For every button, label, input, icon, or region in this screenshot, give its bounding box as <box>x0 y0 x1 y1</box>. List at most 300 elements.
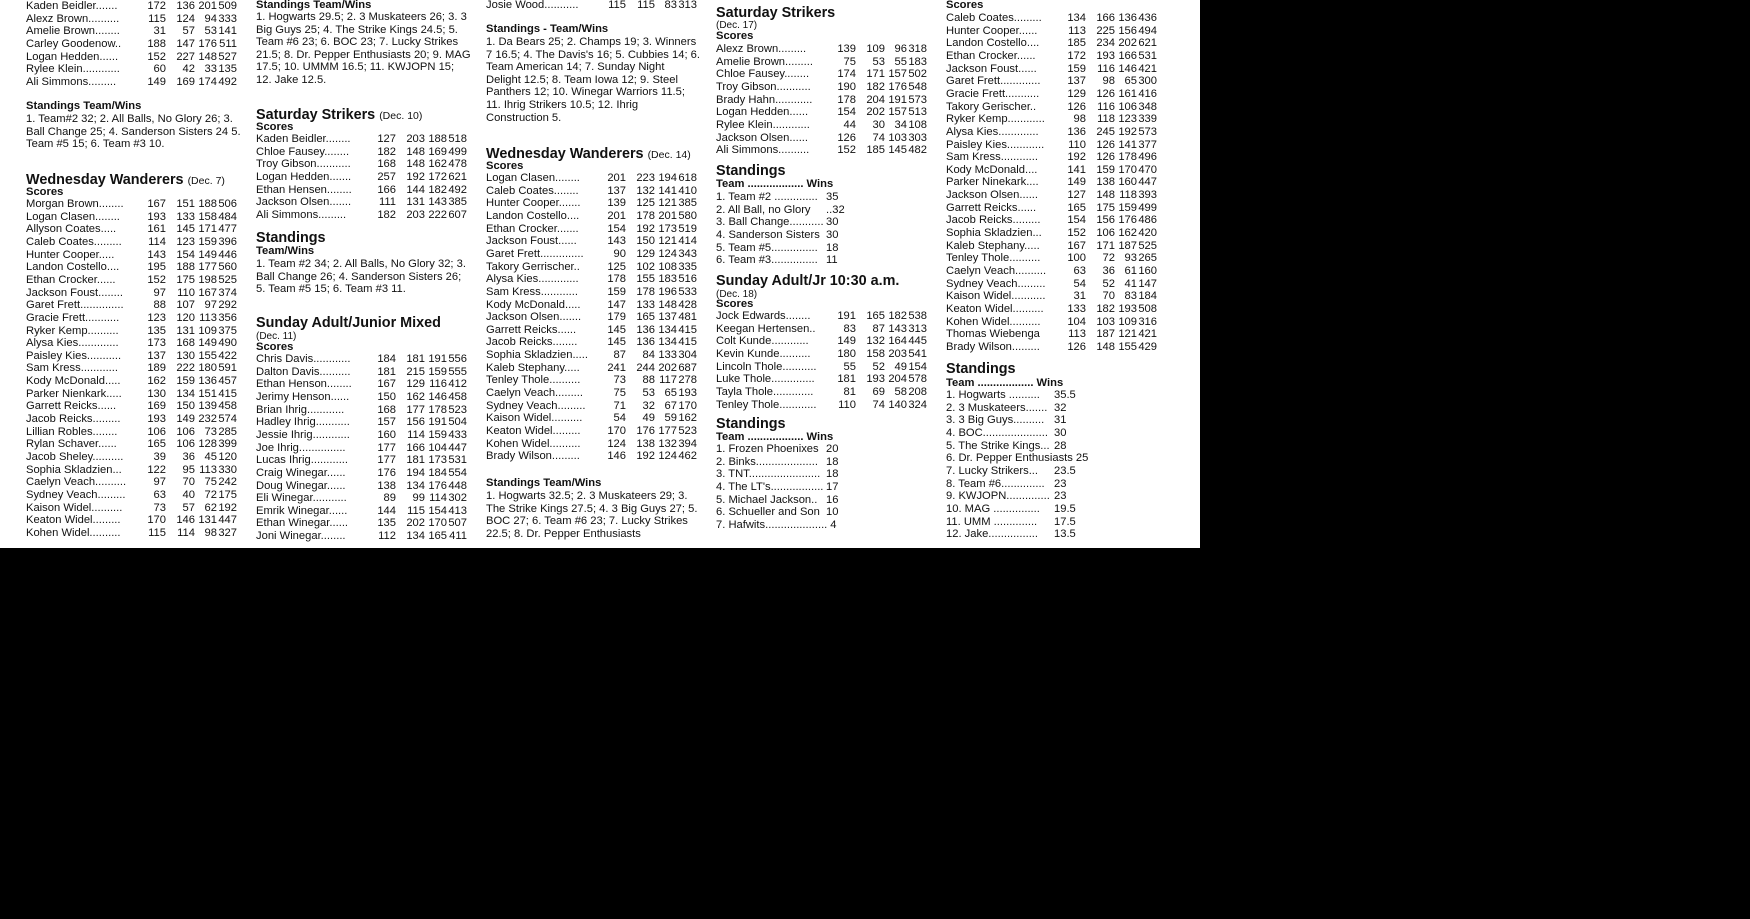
score-row <box>486 172 701 184</box>
score-row <box>716 43 931 55</box>
bowler-name: Brady Wilson......... <box>946 340 1040 353</box>
team-wins: 18 <box>826 241 839 254</box>
game-score: 159 <box>1067 62 1086 75</box>
game-score: 178 <box>1118 151 1137 164</box>
game-score: 157 <box>888 68 907 81</box>
bowler-name: Garet Frett.............. <box>486 247 584 260</box>
series-total: 470 <box>1138 163 1157 176</box>
bowler-name: Caleb Coates........ <box>486 184 579 197</box>
game-score: 201 <box>607 209 626 222</box>
team-wins: 11 <box>826 254 838 267</box>
standings-row <box>946 503 1161 515</box>
game-score: 123 <box>176 235 195 248</box>
series-total: 531 <box>1138 49 1157 62</box>
score-row <box>26 38 241 50</box>
game-score: 143 <box>607 235 626 248</box>
team-wins: 35 <box>826 191 839 203</box>
standings-row <box>716 443 931 455</box>
game-score: 180 <box>837 347 856 360</box>
game-score: 149 <box>198 248 217 261</box>
section-title-sunday-adult-jr: Sunday Adult/Jr 10:30 a.m. <box>716 273 900 289</box>
game-score: 118 <box>1097 113 1115 126</box>
series-total: 621 <box>1138 37 1157 50</box>
game-score: 222 <box>428 208 447 221</box>
bowler-name: Landon Costello.... <box>26 261 120 274</box>
bowler-name: Jerimy Henson...... <box>256 390 350 403</box>
game-score: 146 <box>607 450 626 463</box>
series-total: 445 <box>908 335 927 348</box>
bowler-name: Gracie Frett........... <box>26 311 120 324</box>
game-score: 132 <box>658 437 677 450</box>
score-row <box>946 88 1161 100</box>
game-score: 67 <box>664 399 677 412</box>
game-score: 31 <box>153 25 166 38</box>
series-total: 396 <box>218 235 237 248</box>
game-score: 170 <box>607 425 626 437</box>
game-score: 182 <box>1096 302 1115 315</box>
game-score: 109 <box>198 324 217 337</box>
game-score: 245 <box>1096 125 1115 138</box>
series-total: 428 <box>678 298 697 311</box>
scores-label: Scores <box>26 186 64 198</box>
series-total: 184 <box>1138 290 1157 303</box>
bowler-name: Chloe Fausey........ <box>716 68 810 81</box>
score-row <box>486 286 701 298</box>
game-score: 108 <box>658 260 677 273</box>
series-total: 477 <box>218 223 237 236</box>
standings-row <box>946 465 1161 477</box>
game-score: 134 <box>406 479 425 492</box>
score-row <box>716 310 931 322</box>
score-row <box>486 197 701 209</box>
game-score: 114 <box>407 428 425 441</box>
score-row <box>486 248 701 260</box>
series-total: 300 <box>1138 75 1157 88</box>
team-name: 4. BOC..................... <box>946 426 1048 439</box>
game-score: 65 <box>664 387 677 400</box>
game-score: 136 <box>636 323 655 336</box>
team-wins: 25 <box>1075 452 1089 465</box>
series-total: 516 <box>678 273 697 286</box>
game-score: 187 <box>1096 328 1115 341</box>
bowler-name: Colt Kunde............ <box>716 335 809 348</box>
bowler-name: Sam Kress............ <box>946 151 1039 164</box>
standings-row <box>946 528 1161 540</box>
game-score: 150 <box>176 400 195 413</box>
score-row <box>486 324 701 336</box>
series-total: 555 <box>448 365 467 378</box>
series-total: 327 <box>218 526 237 539</box>
bowler-name: Hunter Cooper....... <box>486 197 581 210</box>
game-score: 130 <box>147 387 166 400</box>
series-total: 492 <box>448 183 467 196</box>
series-total: 447 <box>1138 176 1157 189</box>
bowler-name: Caelyn Veach......... <box>486 387 584 400</box>
game-score: 60 <box>153 63 166 76</box>
series-total: 411 <box>449 530 467 543</box>
series-total: 591 <box>218 362 237 375</box>
series-total: 519 <box>678 222 697 235</box>
score-row <box>26 249 241 261</box>
game-score: 110 <box>177 286 195 299</box>
game-score: 73 <box>153 501 166 514</box>
game-score: 241 <box>607 361 626 374</box>
series-total: 415 <box>678 323 697 336</box>
score-row <box>26 198 241 210</box>
team-wins: 35.5 <box>1054 389 1076 401</box>
game-score: 134 <box>176 387 195 400</box>
bowler-name: Chloe Fausey........ <box>256 145 350 158</box>
game-score: 148 <box>198 50 217 63</box>
bowler-name: Garrett Reicks...... <box>946 201 1037 214</box>
game-score: 49 <box>642 412 655 425</box>
game-score: 138 <box>1096 176 1115 189</box>
game-score: 53 <box>872 55 885 68</box>
game-score: 178 <box>636 209 655 222</box>
series-total: 324 <box>908 398 927 411</box>
game-score: 112 <box>378 530 396 543</box>
series-total: 120 <box>218 451 237 463</box>
bowler-name: Lillian Robles........ <box>26 425 118 438</box>
game-score: 193 <box>147 413 166 426</box>
score-row <box>946 303 1161 315</box>
game-score: 136 <box>1067 125 1086 138</box>
score-row <box>946 202 1161 214</box>
game-score: 106 <box>176 425 195 438</box>
game-score: 147 <box>176 37 195 50</box>
score-row <box>256 404 471 416</box>
game-score: 171 <box>1096 239 1115 252</box>
standings-row <box>716 456 931 468</box>
score-row <box>486 374 701 386</box>
bowler-name: Keegan Hertensen.. <box>716 322 816 335</box>
game-score: 104 <box>428 441 447 454</box>
bowler-name: Hadley Ihrig........... <box>256 416 350 429</box>
team-name: 11. UMM .............. <box>946 515 1038 528</box>
bowler-name: Kaison Widel.......... <box>486 412 583 425</box>
game-score: 40 <box>182 488 195 501</box>
game-score: 94 <box>204 12 217 25</box>
team-wins: 28 <box>1054 439 1067 452</box>
score-row <box>256 158 471 170</box>
series-total: 375 <box>218 324 237 337</box>
score-row <box>256 196 471 208</box>
series-total: 421 <box>1138 328 1157 341</box>
game-score: 172 <box>428 170 447 183</box>
score-row <box>946 189 1161 201</box>
series-total: 414 <box>678 235 697 248</box>
standings-row <box>946 478 1161 490</box>
bowler-name: Sydney Veach......... <box>946 277 1046 290</box>
game-score: 133 <box>658 349 677 362</box>
score-row <box>256 442 471 454</box>
game-score: 146 <box>428 390 447 403</box>
bowler-name: Logan Hedden...... <box>26 50 119 63</box>
game-score: 201 <box>607 172 626 184</box>
game-score: 69 <box>872 385 885 398</box>
date-label: (Dec. 11) <box>256 331 297 342</box>
team-name: 6. Schueller and Son <box>716 506 820 519</box>
game-score: 182 <box>866 80 885 93</box>
game-score: 139 <box>198 400 217 413</box>
score-row <box>946 290 1161 302</box>
game-score: 89 <box>383 492 396 505</box>
team-name: 2. Binks.................... <box>716 455 818 468</box>
game-score: 65 <box>1124 75 1137 88</box>
series-total: 506 <box>218 198 237 210</box>
game-score: 141 <box>1118 138 1137 151</box>
bowler-name: Sophia Skladzien... <box>26 463 122 476</box>
game-score: 166 <box>1096 12 1115 24</box>
section-title-wednesday-wanderers: Wednesday Wanderers (Dec. 7) <box>26 172 225 188</box>
score-row <box>486 185 701 197</box>
game-score: 55 <box>894 55 907 68</box>
score-row <box>486 210 701 222</box>
score-row <box>26 350 241 362</box>
game-score: 45 <box>204 451 217 463</box>
game-score: 129 <box>636 247 655 260</box>
bowler-name: Caleb Coates......... <box>946 12 1042 24</box>
game-score: 150 <box>377 390 396 403</box>
game-score: 244 <box>636 361 655 374</box>
score-row <box>26 438 241 450</box>
team-wins: 31 <box>1054 414 1067 427</box>
score-row <box>486 349 701 361</box>
game-score: 133 <box>636 298 655 311</box>
score-row <box>26 51 241 63</box>
game-score: 175 <box>1096 201 1115 214</box>
series-total: 399 <box>218 438 237 451</box>
game-score: 180 <box>198 362 217 375</box>
game-score: 97 <box>204 299 217 312</box>
game-score: 150 <box>636 235 655 248</box>
game-score: 149 <box>837 335 856 348</box>
bowler-name: Caelyn Veach.......... <box>26 476 127 489</box>
bowler-name: Takory Gerischer.. <box>946 100 1037 113</box>
game-score: 118 <box>1119 189 1137 202</box>
team-wins: 4 <box>830 518 837 531</box>
game-score: 57 <box>182 25 195 38</box>
game-score: 158 <box>198 210 217 223</box>
game-score: 167 <box>198 286 217 299</box>
score-row <box>716 323 931 335</box>
game-score: 117 <box>659 374 677 387</box>
score-row <box>26 337 241 349</box>
game-score: 75 <box>843 55 856 68</box>
bowler-name: Carley Goodenow.. <box>26 37 122 50</box>
game-score: 96 <box>894 43 907 55</box>
score-row <box>26 236 241 248</box>
score-row <box>946 227 1161 239</box>
standings-row <box>716 506 931 518</box>
bowler-name: Gracie Frett........... <box>946 87 1040 100</box>
series-total: 292 <box>218 299 237 312</box>
game-score: 202 <box>1118 37 1137 50</box>
game-score: 115 <box>608 0 626 11</box>
game-score: 192 <box>1118 125 1137 138</box>
game-score: 165 <box>866 310 885 322</box>
game-score: 134 <box>658 336 677 349</box>
bowler-name: Kody McDonald.... <box>946 163 1038 176</box>
bowler-name: Jackson Foust...... <box>946 62 1037 75</box>
game-score: 88 <box>642 374 655 387</box>
game-score: 184 <box>428 466 447 479</box>
team-wins: 20 <box>826 443 839 455</box>
team-wins: 30 <box>826 216 839 229</box>
game-score: 176 <box>1118 214 1137 227</box>
bowler-name: Kaleb Stephany..... <box>486 361 580 374</box>
bowler-name: Morgan Brown........ <box>26 198 124 210</box>
game-score: 156 <box>1096 214 1115 227</box>
game-score: 161 <box>1118 87 1137 100</box>
team-name: 8. Team #6.............. <box>946 477 1045 490</box>
game-score: 187 <box>1118 239 1137 252</box>
game-score: 223 <box>636 172 655 184</box>
game-score: 116 <box>429 378 447 391</box>
series-total: 511 <box>219 37 237 50</box>
game-score: 116 <box>1097 100 1115 113</box>
team-name: 3. TNT....................... <box>716 468 821 481</box>
series-total: 192 <box>218 501 237 514</box>
series-total: 504 <box>448 416 467 429</box>
bowler-name: Kaden Beidler....... <box>26 0 118 12</box>
bowler-name: Ethan Hensen........ <box>256 183 352 196</box>
bowler-name: Brady Wilson......... <box>486 450 580 463</box>
game-score: 181 <box>406 454 425 467</box>
bowler-name: Allyson Coates..... <box>26 223 117 236</box>
game-score: 182 <box>377 145 396 158</box>
game-score: 192 <box>1067 151 1086 164</box>
standings-row <box>946 389 1161 401</box>
game-score: 148 <box>1096 340 1115 353</box>
bowler-name: Alexz Brown.......... <box>26 12 120 25</box>
scores-label: Scores <box>256 341 294 353</box>
team-wins: 23 <box>1054 490 1067 503</box>
game-score: 170 <box>1118 163 1137 176</box>
game-score: 152 <box>147 50 166 63</box>
score-row <box>256 429 471 441</box>
series-total: 457 <box>218 375 237 388</box>
game-score: 143 <box>147 248 166 261</box>
game-score: 181 <box>377 365 396 378</box>
score-row <box>946 126 1161 138</box>
game-score: 191 <box>837 310 856 322</box>
game-score: 126 <box>1067 100 1086 113</box>
game-score: 114 <box>429 492 447 505</box>
bowler-name: Kohen Widel.......... <box>26 526 121 539</box>
game-score: 174 <box>198 75 217 88</box>
series-total: 436 <box>1138 12 1157 24</box>
game-score: 176 <box>636 425 655 437</box>
team-wins: 18 <box>826 455 839 468</box>
game-score: 137 <box>607 184 626 197</box>
standings-label: Standings Team/Wins <box>256 0 372 11</box>
series-total: 412 <box>448 378 467 391</box>
game-score: 172 <box>1067 49 1086 62</box>
score-row <box>26 514 241 526</box>
game-score: 173 <box>147 337 166 350</box>
standings-label: Standings - Team/Wins <box>486 23 609 35</box>
bowler-name: Emrik Winegar...... <box>256 504 348 517</box>
series-total: 447 <box>218 514 237 527</box>
game-score: 135 <box>377 517 396 530</box>
series-total: 518 <box>448 133 467 145</box>
game-score: 52 <box>872 360 885 373</box>
game-score: 144 <box>377 504 396 517</box>
team-name: 1. Team #2 .............. <box>716 191 818 203</box>
date-label: (Dec. 18) <box>716 289 758 300</box>
game-score: 141 <box>1067 163 1086 176</box>
series-total: 513 <box>908 106 927 119</box>
standings-text: 1. Team #2 34; 2. All Balls, No Glory 32; 3. Ball Change 26; 4. Sanderson Sisters 26; 5. Team #5 15; 6. Team #3 11. <box>256 258 466 296</box>
series-total: 413 <box>448 504 467 517</box>
game-score: 182 <box>428 183 447 196</box>
bowler-name: Parker Nienkark..... <box>26 387 122 400</box>
series-total: 313 <box>908 322 927 335</box>
game-score: 126 <box>1096 151 1115 164</box>
game-score: 162 <box>1118 227 1137 240</box>
game-score: 126 <box>1067 340 1086 353</box>
game-score: 181 <box>837 373 856 386</box>
game-score: 147 <box>607 298 626 311</box>
standings-label: Standings Team/Wins <box>486 477 602 489</box>
bowler-name: Garrett Reicks...... <box>486 323 577 336</box>
series-total: 482 <box>908 144 927 157</box>
game-score: 123 <box>1118 113 1137 126</box>
game-score: 135 <box>147 324 166 337</box>
game-score: 120 <box>176 311 195 324</box>
bowler-name: Ali Simmons......... <box>256 208 347 221</box>
bowler-name: Luke Thole.............. <box>716 373 815 386</box>
game-score: 146 <box>176 514 195 527</box>
game-score: 74 <box>872 398 885 411</box>
game-score: 98 <box>204 526 217 539</box>
game-score: 140 <box>888 398 907 411</box>
series-total: 170 <box>678 399 697 412</box>
bowler-name: Lincoln Thole........... <box>716 360 817 373</box>
game-score: 159 <box>176 375 195 388</box>
bowler-name: Hunter Cooper..... <box>26 248 115 261</box>
bowler-name: Logan Hedden...... <box>716 106 809 119</box>
series-total: 494 <box>1138 24 1157 37</box>
game-score: 134 <box>1067 12 1086 24</box>
series-total: 303 <box>908 131 927 144</box>
bowler-name: Keaton Widel......... <box>486 425 581 437</box>
series-total: 393 <box>1138 189 1157 202</box>
series-total: 385 <box>448 196 467 209</box>
game-score: 44 <box>843 118 856 131</box>
score-row <box>946 176 1161 188</box>
score-row <box>946 113 1161 125</box>
bowler-name: Ethan Winegar...... <box>256 517 349 530</box>
game-score: 167 <box>377 378 396 391</box>
bowler-name: Kevin Kunde.......... <box>716 347 811 360</box>
game-score: 177 <box>406 403 425 416</box>
score-row <box>26 299 241 311</box>
game-score: 165 <box>428 530 447 543</box>
game-score: 129 <box>1067 87 1086 100</box>
bowler-name: Rylan Schaver...... <box>26 438 117 451</box>
series-total: 560 <box>218 261 237 274</box>
team-wins: 17.5 <box>1054 515 1076 528</box>
score-row <box>946 240 1161 252</box>
game-score: 202 <box>658 361 677 374</box>
game-score: 55 <box>843 360 856 373</box>
bowler-name: Alexz Brown......... <box>716 43 807 55</box>
game-score: 158 <box>866 347 885 360</box>
game-score: 232 <box>198 413 217 426</box>
standings-heading: Standings <box>716 163 786 179</box>
